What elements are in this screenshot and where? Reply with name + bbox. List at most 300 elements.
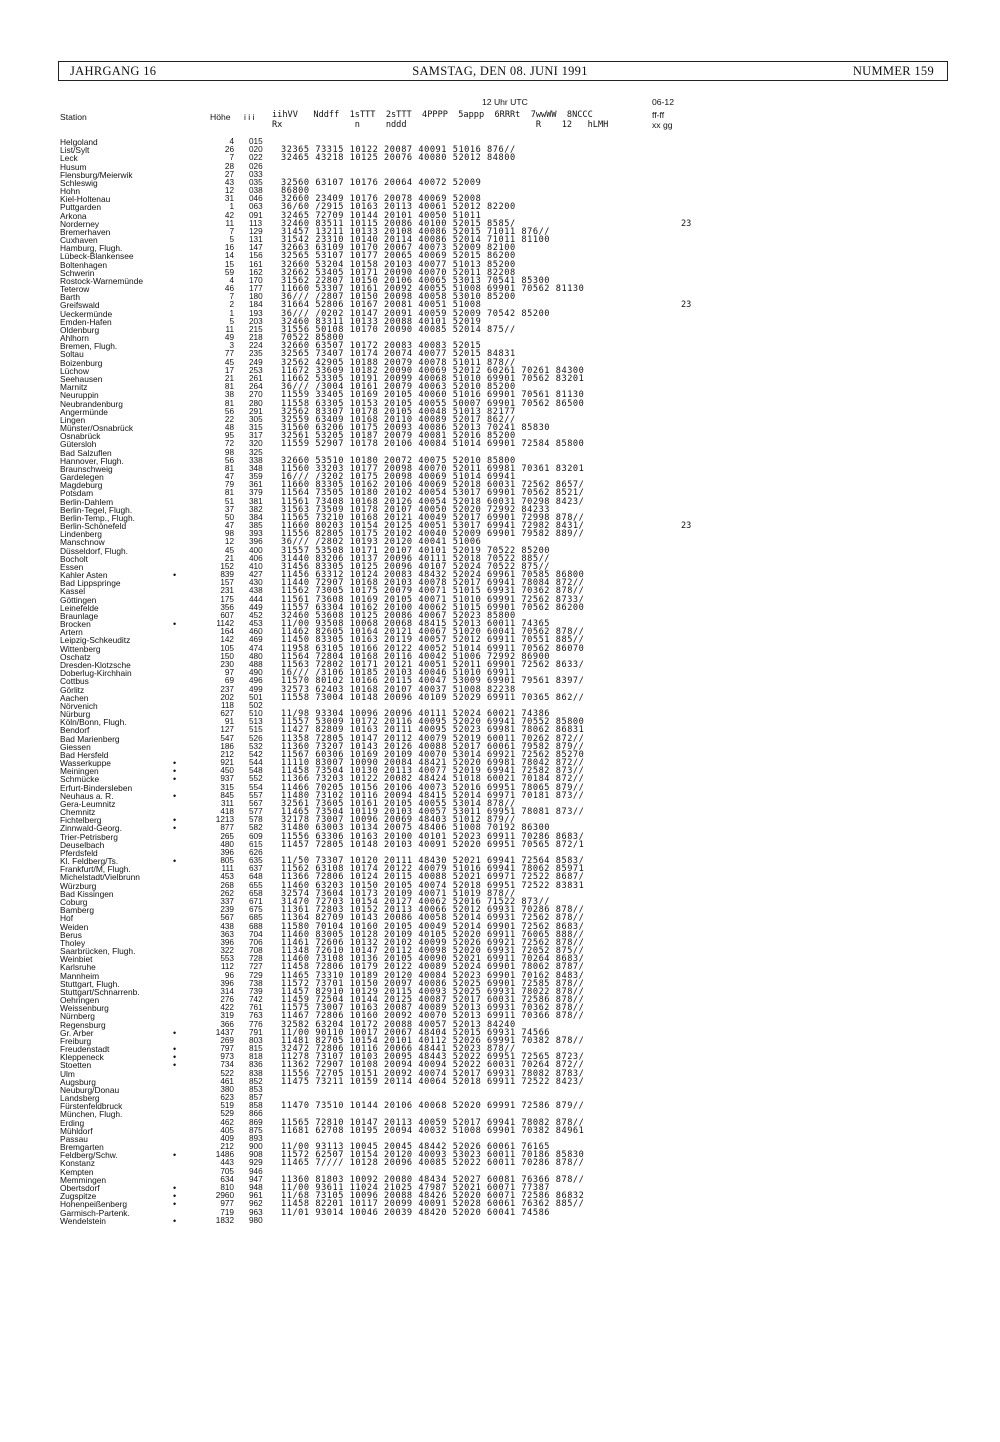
station-name: Bamberg (60, 905, 94, 916)
station-name: Stuttgart, Flugh. (60, 978, 120, 989)
station-id: 658 (249, 888, 263, 898)
station-name: Bad Lippspringe (60, 578, 121, 589)
synop-code: 31556 50108 10170 20090 40085 52014 875// (281, 324, 516, 335)
station-name: Freudenstadt (60, 1044, 110, 1055)
station-name: Marnitz (60, 382, 88, 393)
station-id: 452 (249, 610, 263, 620)
station-id: 980 (249, 1215, 263, 1225)
station-name: Seehausen (60, 373, 103, 384)
station-id: 406 (249, 553, 263, 563)
synop-code: 31563 73509 10178 20107 40050 52020 72992 84233 (281, 504, 551, 515)
station-height: 1213 (215, 815, 234, 825)
synop-code: 11/98 93304 10096 20096 40111 52024 60021 74386 (281, 709, 551, 720)
station-height: 157 (220, 578, 234, 588)
station-name: Brocken (60, 619, 91, 630)
station-height: 38 (224, 390, 234, 400)
synop-code: 11556 63306 10163 20100 40101 52023 69911 70286 8683/ (281, 831, 585, 842)
station-id: 215 (249, 324, 263, 334)
table-row (0, 1209, 1000, 1217)
height-header: Höhe (210, 112, 231, 122)
station-name: Norderney (60, 218, 100, 229)
station-name: Bremen, Flugh. (60, 341, 118, 352)
station-height: 5 (229, 235, 234, 245)
station-name: Oschatz (60, 651, 91, 662)
synop-code: 16/// /3106 10185 20103 40046 51010 69911 (281, 668, 516, 679)
synop-code: 11570 80102 10166 20115 40047 53009 69901 79561 8397/ (281, 676, 585, 687)
synop-code: 31664 52806 10167 20081 40051 51008 (281, 300, 482, 311)
station-id: 480 (249, 651, 263, 661)
station-name: Stuttgart/Schnarrenb. (60, 986, 140, 997)
station-name: Freiburg (60, 1035, 92, 1046)
station-id: 499 (249, 684, 263, 694)
station-height: 56 (224, 406, 234, 416)
station-height: 396 (220, 847, 234, 857)
station-name: Potsdam (60, 488, 94, 499)
station-id: 359 (249, 472, 263, 482)
station-name: Pferdsfeld (60, 847, 98, 858)
station-height: 522 (220, 1068, 234, 1078)
station-id: 280 (249, 398, 263, 408)
station-name: Braunschweig (60, 463, 113, 474)
station-id: 542 (249, 749, 263, 759)
station-height: 567 (220, 913, 234, 923)
synop-code: 32561 53205 10187 20079 40081 52016 85200 (281, 431, 516, 442)
synop-code: 32660 63507 10172 20083 40083 52015 (281, 341, 482, 352)
station-id: 852 (249, 1076, 263, 1086)
synop-code: 11559 33405 10169 20105 40060 51016 69901 70561 81130 (281, 390, 585, 401)
station-height: 405 (220, 1125, 234, 1135)
station-name: München, Flugh. (60, 1109, 123, 1120)
station-name: Artern (60, 627, 83, 638)
synop-code: 11662 53305 10191 20099 40068 51010 69901 70562 83201 (281, 373, 585, 384)
station-id: 291 (249, 406, 263, 416)
station-name: Berlin-Temp., Flugh. (60, 512, 135, 523)
synop-code: 11278 73107 10103 20095 48443 52022 69951 72565 8723/ (281, 1052, 585, 1063)
station-id: 578 (249, 815, 263, 825)
synop-code: 11559 52907 10178 20106 40084 51014 69901 72584 85800 (281, 439, 585, 450)
station-height: 97 (224, 668, 234, 678)
station-height: 2960 (215, 1191, 234, 1201)
station-id: 818 (249, 1052, 263, 1062)
station-height: 105 (220, 643, 234, 653)
synop-code: 11366 72806 10124 20115 40088 52021 69971 72522 8687/ (281, 872, 585, 883)
synop-code: 32565 73407 10174 20074 40077 52015 84831 (281, 349, 516, 360)
synop-code: 11364 82709 10143 20086 40058 52014 69931 72562 878// (281, 913, 585, 924)
station-height: 81 (224, 463, 234, 473)
extra-group: 23 (681, 218, 692, 229)
station-height: 276 (220, 995, 234, 1005)
station-name: Boltenhagen (60, 259, 108, 270)
station-height: 152 (220, 561, 234, 571)
synop-code: 32573 62403 10168 20107 40037 51008 82238 (281, 684, 516, 695)
station-height: 1 (229, 308, 234, 318)
station-id: 224 (249, 341, 263, 351)
station-name: Görlitz (60, 684, 85, 695)
synop-code: 31457 13211 10133 20108 40086 52015 71011 876// (281, 226, 551, 237)
table-row (0, 1217, 1000, 1225)
station-id: 637 (249, 864, 263, 874)
volume-label: JAHRGANG 16 (70, 64, 157, 78)
synop-code: 11567 60306 10169 20109 40070 53014 69921 72562 85270 (281, 749, 585, 760)
station-height: 547 (220, 733, 234, 743)
synop-code: 11660 53307 10161 20092 40055 51008 69901 70562 81130 (281, 284, 585, 295)
synop-code: 11366 73203 10122 20082 48424 51018 60021 70184 872// (281, 774, 585, 785)
station-height: 1 (229, 202, 234, 212)
station-height: 118 (220, 700, 234, 710)
station-id: 427 (249, 570, 263, 580)
synop-code: 11460 63203 10150 20105 40074 52018 69951 72522 83831 (281, 880, 585, 891)
station-name: Obertsdorf (60, 1183, 100, 1193)
station-id: 552 (249, 774, 263, 784)
synop-code: 31542 23310 10140 20114 40086 52014 71011 81100 (281, 235, 551, 246)
synop-code: 32660 23409 10176 20078 40069 52008 (281, 194, 482, 205)
station-id: 400 (249, 545, 263, 555)
station-height: 1486 (215, 1150, 234, 1160)
mountain-marker: • (173, 1215, 177, 1226)
station-name: Bocholt (60, 553, 88, 564)
station-name: Coburg (60, 896, 88, 907)
station-id: 180 (249, 292, 263, 302)
station-height: 311 (220, 798, 234, 808)
station-id: 218 (249, 333, 263, 343)
station-id: 170 (249, 275, 263, 285)
synop-code: 11456 63312 10124 20083 48432 52024 69961 70585 86800 (281, 570, 585, 581)
station-id: 177 (249, 284, 263, 294)
station-name: Angermünde (60, 406, 108, 417)
synop-code: 11/00 93611 11024 21025 47987 52021 60071 77387 (281, 1183, 551, 1193)
station-name: Leck (60, 153, 78, 164)
station-id: 869 (249, 1117, 263, 1127)
extra-group: 23 (681, 521, 692, 532)
station-height: 7 (229, 292, 234, 302)
station-height: 47 (224, 521, 234, 531)
synop-code: 11958 63105 10166 20122 40052 51014 69911 70562 86070 (281, 643, 585, 654)
station-height: 553 (220, 954, 234, 964)
station-name: Giessen (60, 741, 91, 752)
station-name: Soltau (60, 349, 84, 360)
station-name: Erding (60, 1117, 85, 1128)
station-name: Deuselbach (60, 839, 105, 850)
station-name: Regensburg (60, 1019, 106, 1030)
station-id: 020 (249, 145, 263, 155)
station-height: 529 (220, 1109, 234, 1119)
station-height: 15 (224, 259, 234, 269)
station-height: 734 (220, 1060, 234, 1070)
station-height: 7 (229, 226, 234, 236)
station-name: Ahlhorn (60, 333, 89, 344)
mountain-marker: • (173, 1183, 177, 1193)
station-height: 418 (220, 807, 234, 817)
station-name: Hof (60, 913, 74, 924)
station-name: Oehringen (60, 995, 100, 1006)
station-name: Berlin-Schönefeld (60, 521, 127, 532)
station-height: 810 (220, 1183, 234, 1192)
station-id: 567 (249, 798, 263, 808)
table-row (0, 154, 1000, 162)
station-id: 704 (249, 929, 263, 939)
station-id: 893 (249, 1133, 263, 1143)
synop-code: 11/00 90110 10017 20067 48404 52015 69931 74566 (281, 1027, 551, 1038)
table-row (0, 187, 1000, 195)
station-height: 269 (220, 1035, 234, 1045)
station-id: 900 (249, 1142, 263, 1152)
station-id: 776 (249, 1019, 263, 1029)
synop-code: 31440 83206 10137 20096 40111 52018 70522 885// (281, 553, 551, 564)
station-id: 554 (249, 782, 263, 792)
station-id: 738 (249, 978, 263, 988)
station-name: Mühldorf (60, 1125, 93, 1136)
mountain-marker: • (173, 619, 177, 630)
station-id: 857 (249, 1093, 263, 1103)
station-id: 317 (249, 431, 263, 441)
station-height: 26 (224, 145, 234, 155)
station-height: 81 (224, 398, 234, 408)
station-name: Lübeck-Blankensee (60, 251, 134, 262)
synop-code: 11465 73504 10119 20103 40057 53011 69951 78081 873// (281, 807, 585, 818)
synop-code: 11466 70205 10156 20106 40073 52016 69951 78065 879// (281, 782, 585, 793)
station-height: 59 (224, 267, 234, 277)
station-height: 363 (220, 929, 234, 939)
station-id: 688 (249, 921, 263, 931)
synop-code: 11360 81803 10092 20080 48434 52027 60081 76366 878// (281, 1174, 585, 1185)
station-name: Weiden (60, 921, 89, 932)
code-header-line2: Rx n nddd R 12 hLMH (272, 120, 609, 130)
station-id: 410 (249, 561, 263, 571)
station-height: 438 (220, 921, 234, 931)
synop-code: 32562 42905 10188 20079 40078 51011 878// (281, 357, 516, 368)
station-height: 212 (220, 1142, 234, 1152)
station-name: Puttgarden (60, 202, 101, 213)
synop-code: 32560 63107 10176 20064 40072 52009 (281, 177, 482, 188)
synop-code: 11556 72705 10151 20092 40074 52017 69931 78082 8783/ (281, 1068, 585, 1079)
station-id: 582 (249, 823, 263, 833)
station-id: 129 (249, 226, 263, 236)
station-height: 112 (220, 962, 234, 972)
station-id: 961 (249, 1191, 263, 1201)
station-id: 270 (249, 390, 263, 400)
station-id: 946 (249, 1166, 263, 1176)
station-name: List/Sylt (60, 145, 90, 156)
station-height: 977 (220, 1199, 234, 1209)
station-name: Zinnwald-Georg. (60, 823, 122, 834)
station-id: 948 (249, 1183, 263, 1192)
station-name: Kl. Feldberg/Ts. (60, 856, 119, 867)
synop-code: 32460 83311 10133 20088 40101 52019 (281, 316, 482, 327)
station-id: 384 (249, 512, 263, 522)
station-height: 322 (220, 946, 234, 956)
station-id: 708 (249, 946, 263, 956)
station-id: 203 (249, 316, 263, 326)
station-name: Manschnow (60, 537, 105, 548)
station-height: 12 (224, 537, 234, 547)
station-id: 338 (249, 455, 263, 465)
station-id: 381 (249, 496, 263, 506)
station-id: 015 (249, 137, 263, 146)
station-name: Fürstenfeldbruck (60, 1101, 123, 1112)
synop-code: 11459 72504 10144 20125 40087 52017 60031 72586 878// (281, 995, 585, 1006)
synop-code: 11672 33609 10182 20090 40069 52012 60261 70261 84300 (281, 365, 585, 376)
station-height: 634 (220, 1174, 234, 1184)
station-id: 496 (249, 676, 263, 686)
mountain-marker: • (173, 1060, 177, 1071)
synop-code: 32660 53510 10180 20072 40075 52010 85800 (281, 455, 516, 466)
period-label: 06-12 (652, 97, 674, 107)
station-height: 111 (221, 864, 234, 874)
station-name: Ulm (60, 1068, 75, 1079)
synop-code: 11/01 93014 10046 20039 48420 52020 60041 74586 (281, 1207, 551, 1218)
synop-code: 36/// /3004 10161 20079 40063 52010 85200 (281, 382, 516, 393)
station-id: 727 (249, 962, 263, 972)
station-name: Aachen (60, 692, 89, 703)
station-height: 230 (220, 660, 234, 669)
station-height: 262 (220, 888, 234, 898)
synop-code: 11575 73007 10163 20087 40089 52013 69931 70362 878// (281, 1003, 585, 1014)
station-height: 1832 (215, 1215, 234, 1225)
synop-code: 11467 72806 10160 20092 40070 52013 69911 70366 878// (281, 1011, 585, 1022)
station-height: 48 (224, 423, 234, 433)
station-height: 46 (224, 284, 234, 294)
station-id: 131 (249, 235, 263, 245)
station-name: Nörvenich (60, 700, 98, 711)
station-height: 396 (220, 978, 234, 988)
station-id: 803 (249, 1035, 263, 1045)
station-id: 557 (249, 790, 263, 800)
station-id: 742 (249, 995, 263, 1005)
station-height: 319 (220, 1011, 234, 1021)
station-id: 091 (249, 210, 263, 220)
synop-code: 32582 63204 10172 20088 40057 52013 84240 (281, 1019, 516, 1030)
synop-code: 31470 72703 10154 20127 40062 52016 71522 873// (281, 896, 551, 907)
station-id: 513 (249, 717, 263, 727)
station-name: Wasserkuppe (60, 758, 111, 769)
station-id: 460 (249, 627, 263, 637)
station-height: 3 (229, 341, 234, 351)
station-name: Hohn (60, 186, 81, 197)
station-name: Kleppeneck (60, 1052, 104, 1063)
station-height: 21 (224, 553, 234, 563)
station-height: 98 (224, 529, 234, 539)
station-name: Emden-Hafen (60, 316, 112, 327)
station-height: 79 (224, 480, 234, 490)
table-row (0, 326, 1000, 334)
station-height: 337 (220, 896, 234, 906)
station-name: Leinefelde (60, 602, 99, 613)
station-height: 47 (224, 472, 234, 482)
synop-code: 16/// /3202 10175 20098 40069 51014 69941 (281, 472, 516, 483)
station-height: 49 (224, 333, 234, 343)
synop-code: 11465 7//// 10128 20096 40085 52022 60011 70286 878// (281, 1158, 585, 1169)
station-name: Gardelegen (60, 472, 104, 483)
synop-code: 32472 72806 10116 20066 48441 52023 878// (281, 1044, 516, 1055)
synop-code: 11564 73505 10180 20102 40054 53017 69901 70562 8521/ (281, 488, 585, 499)
station-name: Oldenburg (60, 324, 100, 335)
synop-code: 32559 63409 10168 20110 40089 52017 862// (281, 414, 516, 425)
station-name: Neubrandenburg (60, 398, 123, 409)
station-name: Meiningen (60, 766, 99, 777)
synop-code: 11465 73310 10189 20120 40084 52023 69901 70162 8483/ (281, 970, 585, 981)
station-id: 063 (249, 202, 263, 212)
station-name: Chemnitz (60, 807, 96, 818)
synop-code: 11561 73608 10169 20105 40071 51010 69991 72562 8733/ (281, 594, 585, 605)
station-name: Boizenburg (60, 357, 103, 368)
mountain-marker: • (173, 790, 177, 801)
synop-code: 32365 73315 10122 20087 40091 51016 876// (281, 145, 516, 156)
station-height: 51 (224, 496, 234, 506)
station-name: Frankfurt/M, Flugh. (60, 864, 131, 875)
station-id: 315 (249, 423, 263, 433)
station-name: Göttingen (60, 594, 97, 605)
station-id: 264 (249, 382, 263, 392)
ff-header: ff-ff (652, 110, 665, 120)
station-height: 627 (220, 709, 234, 719)
station-id: 444 (249, 594, 263, 604)
synop-code: 11/68 73105 10096 20088 48426 52020 60071 72586 86832 (281, 1191, 585, 1202)
station-id: 838 (249, 1068, 263, 1078)
station-height: 237 (220, 684, 234, 694)
station-name: Bremerhaven (60, 226, 111, 237)
synop-code: 11457 82910 10129 20115 40093 52025 69931 78022 878// (281, 986, 585, 997)
station-name: Berus (60, 929, 82, 940)
synop-code: 32178 73007 10096 20069 48403 51012 879// (281, 815, 516, 826)
station-name: Mannheim (60, 970, 100, 981)
synop-code: 36/60 /2915 10163 20113 40061 52012 82200 (281, 202, 516, 213)
station-name: Wendelstein (60, 1215, 106, 1226)
station-name: Cottbus (60, 676, 89, 687)
table-row (0, 293, 1000, 301)
table-row (0, 1127, 1000, 1135)
station-id: 022 (249, 153, 263, 163)
station-height: 380 (220, 1084, 234, 1094)
station-id: 763 (249, 1011, 263, 1021)
synop-code: 11/00 93508 10068 20068 48415 52013 60011 74365 (281, 619, 551, 630)
station-name: Feldberg/Schw. (60, 1150, 118, 1161)
station-height: 16 (224, 243, 234, 253)
station-name: Leipzig-Schkeuditz (60, 635, 131, 646)
station-height: 231 (220, 586, 234, 596)
station-id: 739 (249, 986, 263, 996)
station-name: Memmingen (60, 1174, 107, 1185)
station-id: 706 (249, 937, 263, 947)
table-row (0, 1086, 1000, 1094)
station-height: 239 (220, 905, 234, 915)
station-name: Schmücke (60, 774, 100, 785)
synop-code: 11481 82705 10154 20101 40112 52026 69991 70382 878// (281, 1035, 585, 1046)
synop-code: 11475 73211 10159 20114 40064 52018 69911 72522 8423/ (281, 1076, 585, 1087)
station-id: 038 (249, 186, 263, 196)
synop-code: 11572 62507 10154 20120 40093 53023 60011 70186 85830 (281, 1150, 585, 1161)
station-height: 315 (220, 782, 234, 792)
station-id: 249 (249, 357, 263, 367)
station-name: Bremgarten (60, 1142, 104, 1153)
station-id: 655 (249, 880, 263, 890)
station-id: 162 (249, 267, 263, 277)
station-name: Osnabrück (60, 431, 101, 442)
station-name: Braunlage (60, 610, 99, 621)
time-label: 12 Uhr UTC (482, 97, 528, 107)
station-height: 623 (220, 1093, 234, 1103)
station-id: 193 (249, 308, 263, 318)
mountain-marker: • (173, 1027, 177, 1038)
synop-code: 32660 53204 10158 20103 40077 51013 85200 (281, 259, 516, 270)
issue-number: NUMMER 159 (852, 64, 934, 78)
station-height: 4 (229, 137, 234, 146)
station-id: 532 (249, 741, 263, 751)
station-name: Berlin-Dahlem (60, 496, 114, 507)
station-height: 186 (220, 741, 234, 751)
station-id: 026 (249, 161, 263, 171)
station-name: Garmisch-Partenk. (60, 1207, 130, 1218)
station-height: 2 (229, 300, 234, 310)
